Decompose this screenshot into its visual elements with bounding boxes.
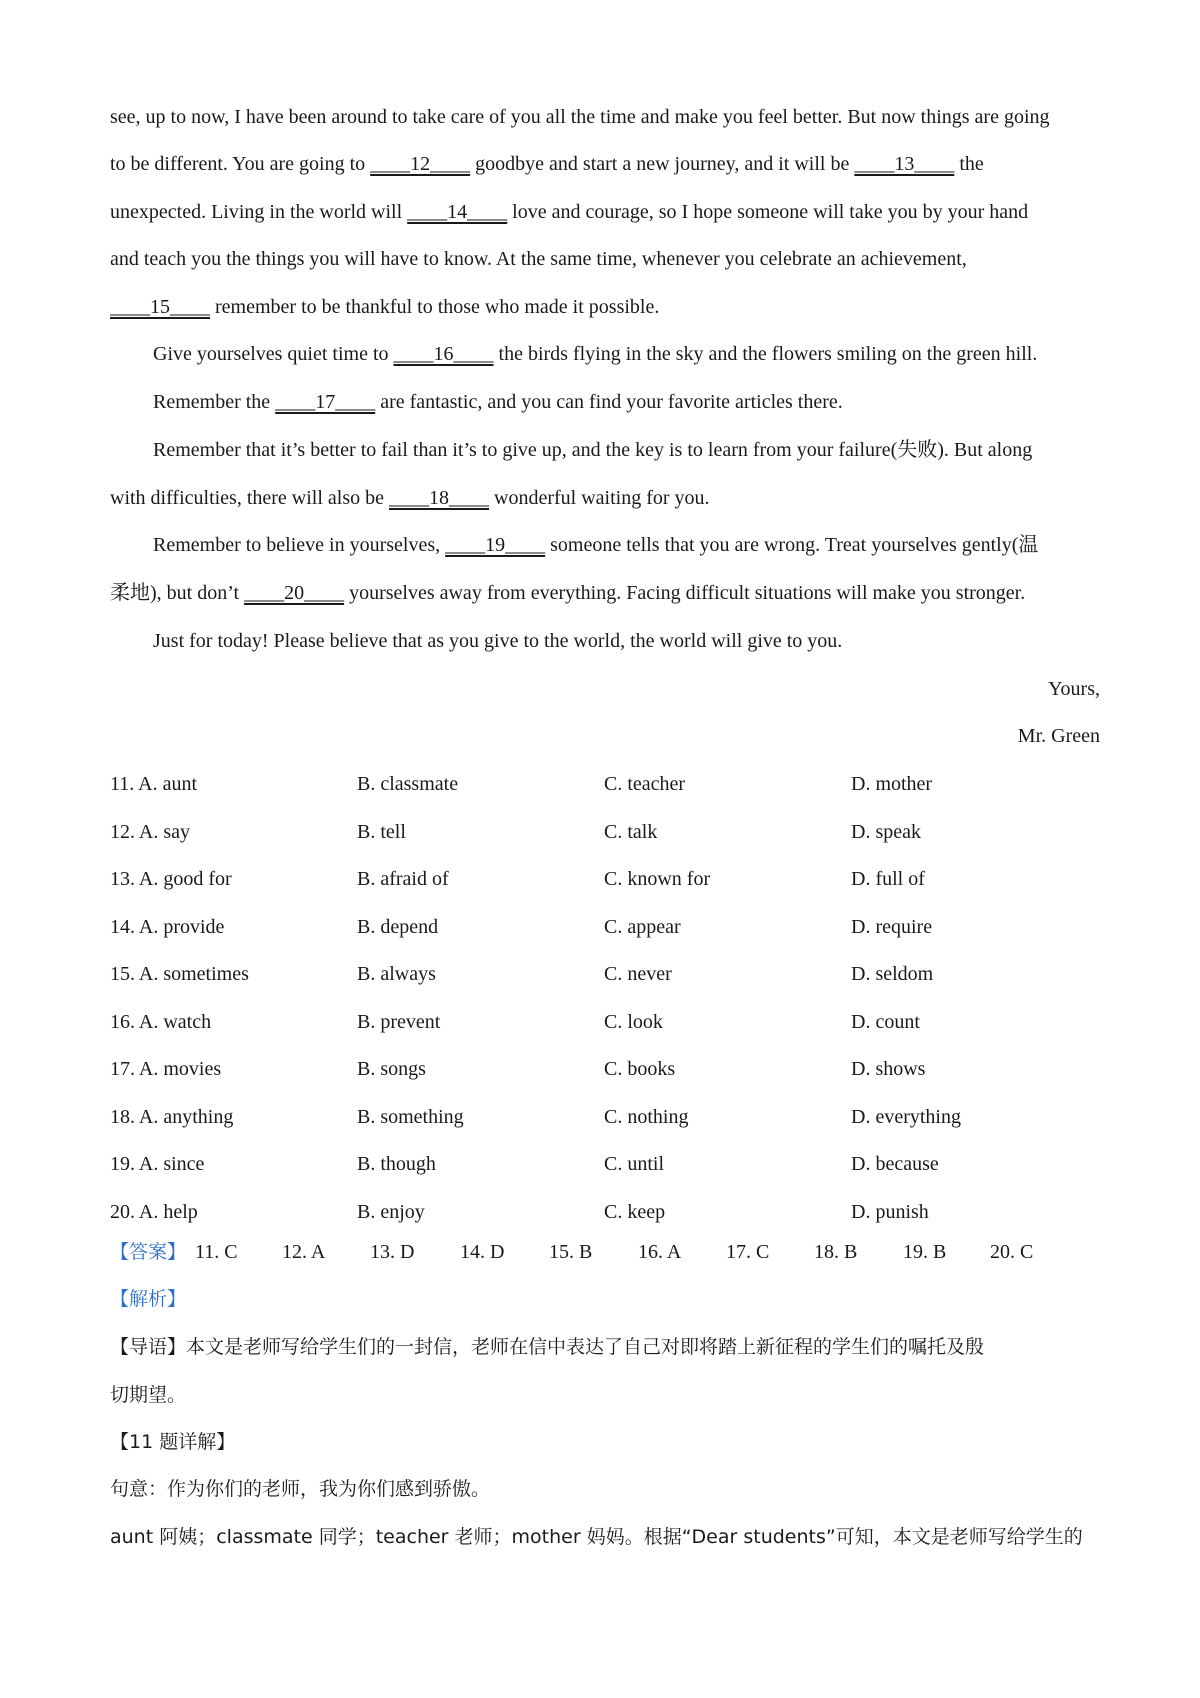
passage-text: the birds flying in the sky and the flowers smiling on the green hill. — [493, 343, 1038, 365]
q11-meaning: 句意：作为你们的老师，我为你们感到骄傲。 — [110, 1478, 491, 1500]
blank: ____13____ — [854, 153, 955, 175]
blank: ____15____ — [110, 296, 210, 318]
option: C. known for — [604, 868, 711, 890]
passage-text: someone tells that you are wrong. Treat yourselves gently(温 — [545, 534, 1039, 556]
answer-item: 19. B — [903, 1241, 947, 1263]
option: D. count — [851, 1010, 920, 1033]
option: D. full of — [851, 868, 925, 890]
option: D. seldom — [851, 963, 934, 985]
passage-line — [153, 340, 1100, 368]
passage-text: remember to be thankful to those who made it possible. — [210, 296, 660, 318]
answer-item: 15. B — [549, 1241, 593, 1263]
passage-text: wonderful waiting for you. — [489, 487, 710, 509]
passage-line — [110, 293, 1100, 321]
option: B. enjoy — [357, 1200, 425, 1223]
passage-text: are fantastic, and you can find your favorite articles there. — [375, 391, 843, 413]
passage-line — [110, 103, 1100, 131]
question-label: 13. A. good for — [110, 868, 232, 890]
passage-text: and teach you the things you will have to know. At the same time, whenever you celebrate an achievement, — [110, 248, 967, 270]
answer-item: 12. A — [282, 1241, 326, 1263]
option: C. appear — [604, 915, 681, 938]
answer-item: 16. A — [638, 1241, 682, 1263]
passage-line — [110, 150, 1100, 178]
passage-line — [153, 436, 1100, 464]
answer-item: 11. C — [195, 1241, 238, 1263]
question-label: 16. A. watch — [110, 1010, 212, 1033]
question-label: 19. A. since — [110, 1153, 205, 1175]
blank: ____16____ — [393, 343, 494, 365]
option: B. something — [357, 1105, 464, 1128]
option: B. depend — [357, 915, 439, 938]
answer-item: 20. C — [990, 1241, 1034, 1263]
question-label: 18. A. anything — [110, 1105, 234, 1128]
option: B. songs — [357, 1058, 426, 1080]
passage-text: 柔地), but don’t — [110, 582, 245, 604]
blank: ____20____ — [244, 582, 345, 604]
passage-text: Just for today! Please believe that as you give to the world, the world will give to you. — [153, 630, 843, 652]
guide-text: 本文是老师写给学生们的一封信，老师在信中表达了自己对即将踏上新征程的学生们的嘱托及殷 — [186, 1336, 985, 1358]
option: B. afraid of — [357, 868, 449, 890]
option: D. require — [851, 915, 933, 938]
question-label: 17. A. movies — [110, 1058, 222, 1080]
letter-signature: Mr. Green — [1017, 725, 1100, 747]
option: C. keep — [604, 1200, 666, 1223]
answer-item: 17. C — [726, 1241, 770, 1263]
q11-explanation: aunt 阿姨；classmate 同学；teacher 老师；mother 妈妈。根据“Dear students”可知，本文是老师写给学生的 — [110, 1526, 1083, 1548]
passage-text: the — [954, 153, 984, 175]
q11-heading: 【11 题详解】 — [110, 1431, 236, 1453]
question-label: 15. A. sometimes — [110, 963, 249, 985]
option: C. talk — [604, 820, 658, 843]
passage-text: love and courage, so I hope someone will take you by your hand — [507, 201, 1029, 223]
passage-line — [110, 579, 1100, 607]
passage-text: unexpected. Living in the world will — [110, 201, 408, 223]
passage-text: Give yourselves quiet time to — [153, 343, 394, 365]
passage-line — [110, 245, 1100, 273]
option: B. classmate — [357, 773, 459, 795]
passage-text: to be different. You are going to — [110, 153, 371, 175]
question-label: 11. A. aunt — [110, 773, 198, 795]
passage-text: goodbye and start a new journey, and it will be — [470, 153, 855, 175]
option: B. always — [357, 963, 436, 985]
passage-text: Remember the — [153, 391, 276, 413]
option: C. nothing — [604, 1105, 689, 1128]
option: B. tell — [357, 820, 406, 843]
passage-text: with difficulties, there will also be — [110, 487, 390, 509]
passage-line — [110, 198, 1100, 226]
question-label: 12. A. say — [110, 820, 190, 843]
blank: ____14____ — [407, 201, 508, 223]
option: C. never — [604, 963, 672, 985]
guide-tag: 【导语】 — [110, 1336, 187, 1358]
blank: ____18____ — [389, 487, 490, 509]
letter-closing: Yours, — [1048, 678, 1100, 700]
guide-line — [110, 1333, 1100, 1361]
passage-text: yourselves away from everything. Facing difficult situations will make you stronger. — [344, 582, 1026, 604]
option: D. everything — [851, 1105, 961, 1128]
option: D. mother — [851, 773, 933, 795]
passage-line — [153, 388, 1100, 416]
option: D. shows — [851, 1058, 926, 1080]
answer-tag: 【答案】 — [110, 1241, 187, 1263]
passage-text: Remember to believe in yourselves, — [153, 534, 446, 556]
analysis-tag: 【解析】 — [110, 1288, 187, 1310]
guide-text-continued: 切期望。 — [110, 1384, 187, 1406]
passage-text: Remember that it’s better to fail than it’s to give up, and the key is to learn from your failure(失败). But along — [153, 439, 1033, 461]
passage-line — [153, 627, 1100, 655]
question-label: 14. A. provide — [110, 915, 225, 938]
option: B. though — [357, 1153, 436, 1175]
option: C. look — [604, 1010, 663, 1033]
option: B. prevent — [357, 1010, 441, 1033]
blank: ____17____ — [275, 391, 376, 413]
passage-line — [153, 531, 1100, 559]
option: C. teacher — [604, 773, 686, 795]
blank: ____19____ — [445, 534, 546, 556]
option: C. until — [604, 1153, 665, 1175]
answer-item: 14. D — [460, 1241, 505, 1263]
passage-text: see, up to now, I have been around to take care of you all the time and make you feel better. But now things are going — [110, 106, 1050, 128]
answer-item: 13. D — [370, 1241, 415, 1263]
option: D. speak — [851, 820, 921, 843]
option: C. books — [604, 1058, 676, 1080]
blank: ____12____ — [370, 153, 471, 175]
passage-line — [110, 484, 1100, 512]
option: D. punish — [851, 1200, 929, 1223]
option: D. because — [851, 1153, 939, 1175]
question-label: 20. A. help — [110, 1200, 198, 1223]
answer-item: 18. B — [814, 1241, 858, 1263]
